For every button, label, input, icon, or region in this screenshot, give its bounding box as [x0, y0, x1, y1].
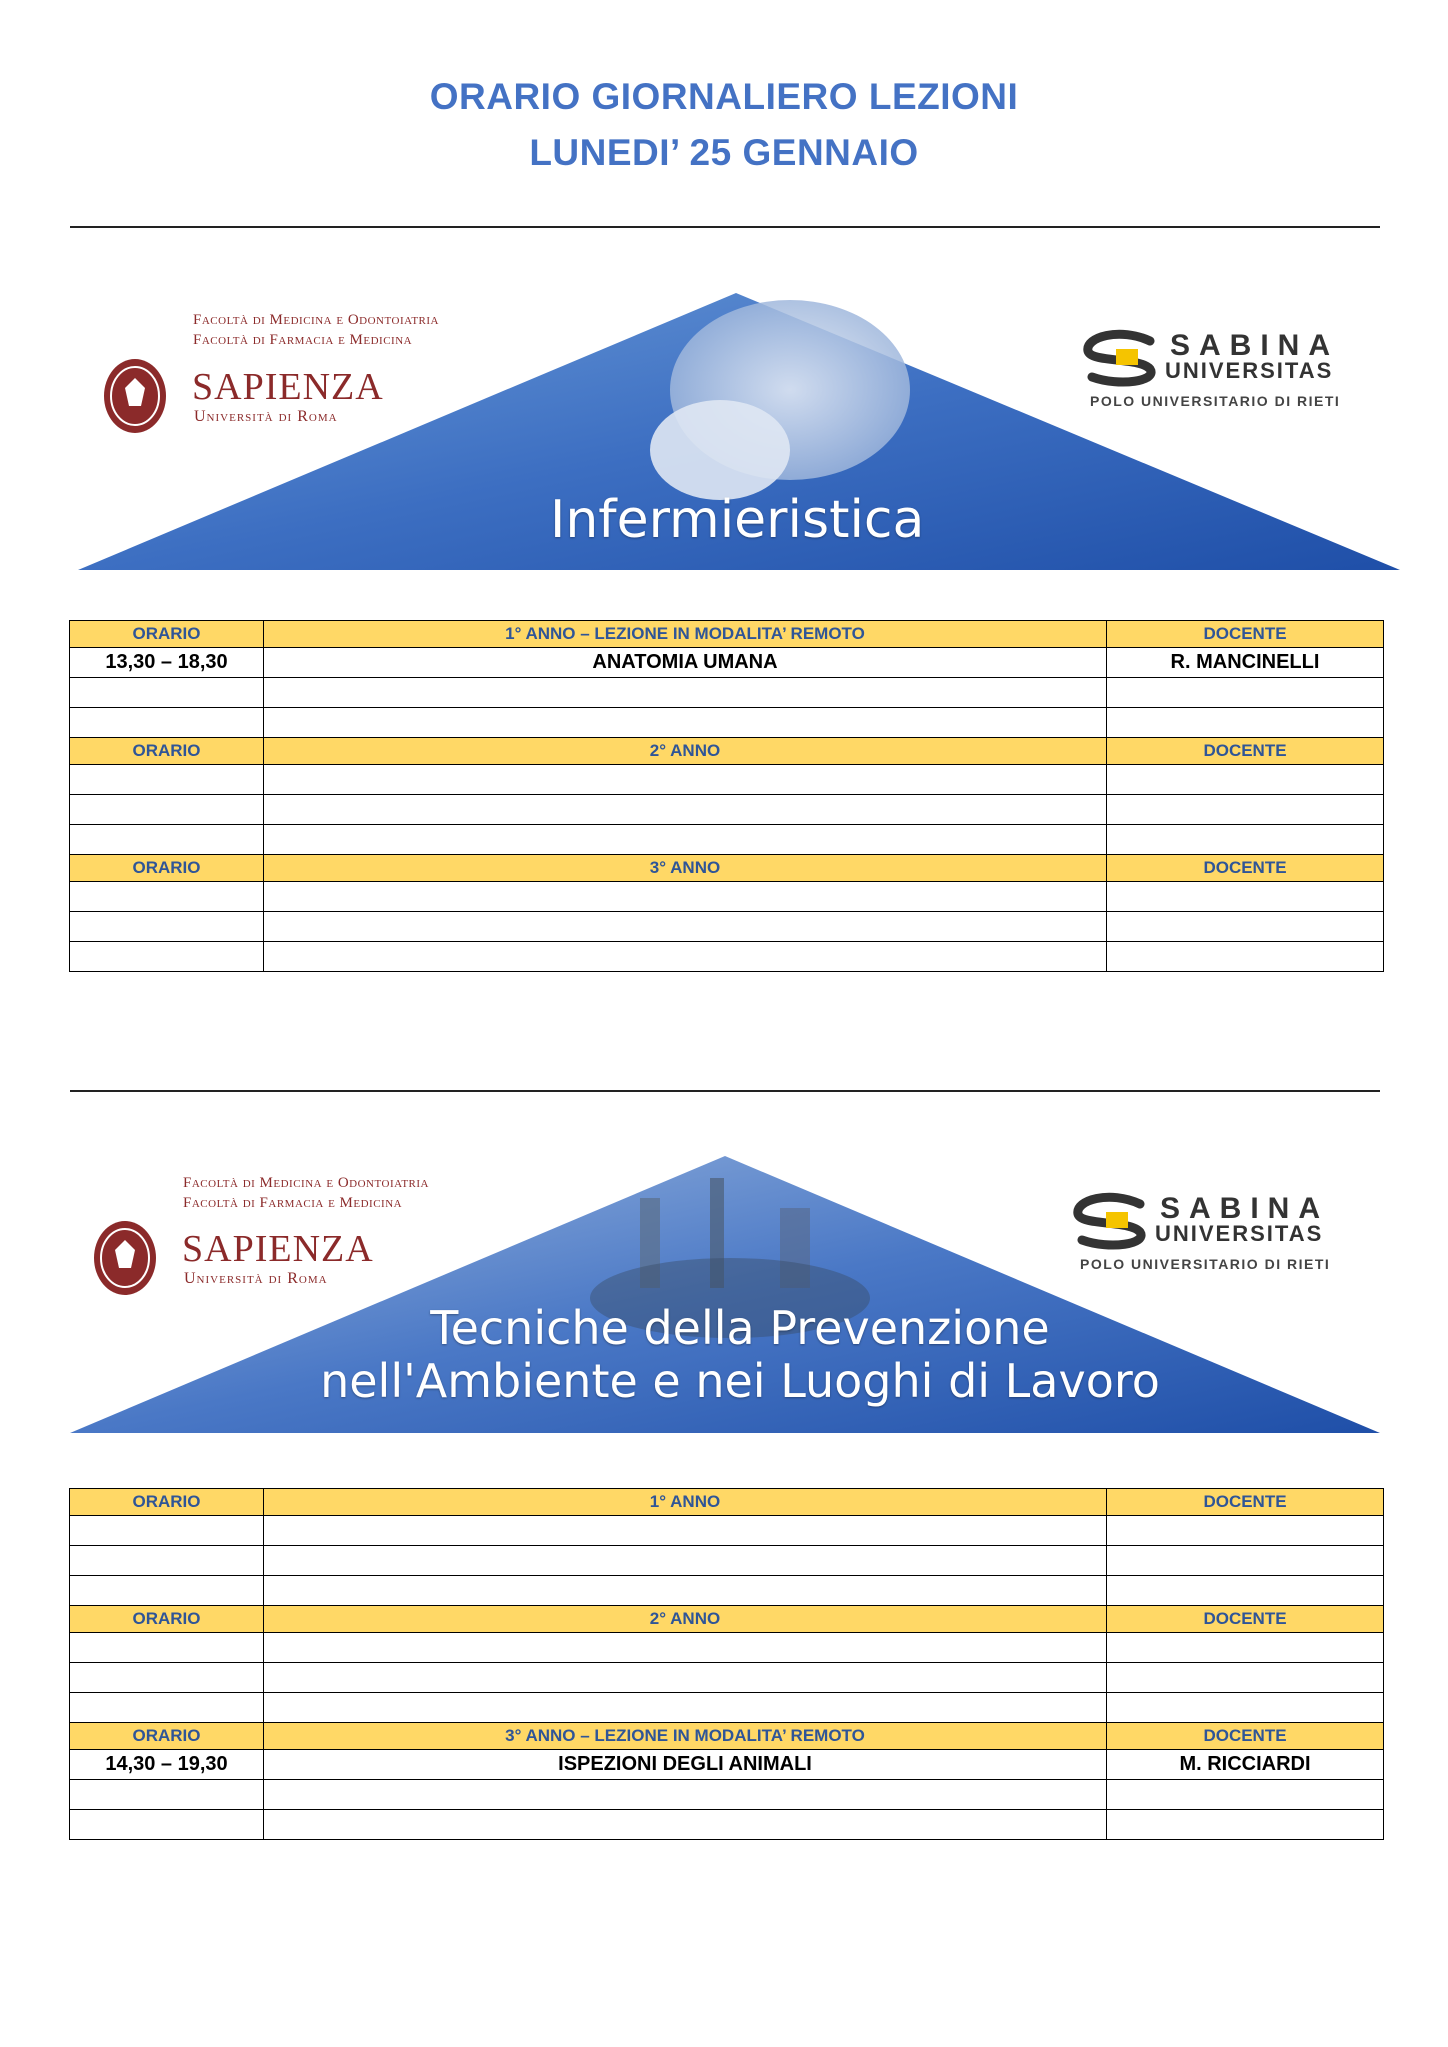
- cell-lezione: [264, 912, 1107, 942]
- header-anno: 2° ANNO: [264, 738, 1107, 765]
- middle-divider: [70, 1090, 1380, 1092]
- sapienza-name: SAPIENZA: [192, 366, 384, 408]
- sapienza-name-2: SAPIENZA: [182, 1228, 374, 1270]
- cell-docente: [1107, 1516, 1384, 1546]
- cell-lezione: [264, 1546, 1107, 1576]
- sapienza-subtitle: Università di Roma: [194, 408, 338, 425]
- cell-lezione: ANATOMIA UMANA: [264, 648, 1107, 678]
- cell-lezione: [264, 765, 1107, 795]
- cell-orario: [70, 942, 264, 972]
- cell-lezione: ISPEZIONI DEGLI ANIMALI: [264, 1750, 1107, 1780]
- table-row: [70, 1780, 1384, 1810]
- cell-lezione: [264, 678, 1107, 708]
- header-orario: ORARIO: [70, 855, 264, 882]
- sabina-name-2: UNIVERSITAS: [1165, 358, 1334, 383]
- cell-lezione: [264, 1780, 1107, 1810]
- cell-orario: [70, 1633, 264, 1663]
- cell-docente: M. RICCIARDI: [1107, 1750, 1384, 1780]
- cell-orario: [70, 765, 264, 795]
- cell-lezione: [264, 825, 1107, 855]
- table-row: [70, 1516, 1384, 1546]
- sapienza-seal-icon-2: [93, 1220, 157, 1296]
- cell-docente: [1107, 1576, 1384, 1606]
- banner2-course-line1: Tecniche della Prevenzione: [430, 1301, 1050, 1355]
- faculty-line1-b: Facoltà di Medicina e Odontoiatria: [183, 1175, 429, 1191]
- header-docente: DOCENTE: [1107, 1489, 1384, 1516]
- cell-lezione: [264, 1693, 1107, 1723]
- table-row: [70, 1750, 1384, 1780]
- table-row: [70, 1663, 1384, 1693]
- table-header-row: [70, 621, 1384, 648]
- cell-lezione: [264, 1633, 1107, 1663]
- top-divider: [70, 226, 1380, 228]
- cell-orario: [70, 678, 264, 708]
- sabina-name: SABINA: [1170, 329, 1340, 362]
- cell-docente: R. MANCINELLI: [1107, 648, 1384, 678]
- cell-lezione: [264, 1810, 1107, 1840]
- sabina-logo-icon: [1080, 327, 1170, 387]
- table-row: [70, 708, 1384, 738]
- cell-docente: [1107, 795, 1384, 825]
- sabina-subtitle-b: POLO UNIVERSITARIO DI RIETI: [1080, 1256, 1331, 1272]
- table-row: [70, 1633, 1384, 1663]
- header-orario: ORARIO: [70, 1606, 264, 1633]
- header-orario: ORARIO: [70, 621, 264, 648]
- cell-orario: [70, 882, 264, 912]
- header-anno: 3° ANNO: [264, 855, 1107, 882]
- header-orario: ORARIO: [70, 738, 264, 765]
- table-row: [70, 1546, 1384, 1576]
- banner2-course-line2: nell'Ambiente e nei Luoghi di Lavoro: [320, 1354, 1160, 1408]
- banner-infermieristica: [70, 285, 1400, 585]
- cell-docente: [1107, 1663, 1384, 1693]
- table-header-row: [70, 1606, 1384, 1633]
- cell-docente: [1107, 882, 1384, 912]
- cell-lezione: [264, 795, 1107, 825]
- cell-docente: [1107, 708, 1384, 738]
- cell-lezione: [264, 882, 1107, 912]
- faculty-line1: Facoltà di Medicina e Odontoiatria: [193, 312, 439, 328]
- cell-lezione: [264, 1576, 1107, 1606]
- cell-orario: [70, 1780, 264, 1810]
- banner1-course-title: Infermieristica: [550, 490, 925, 550]
- header-anno: 3° ANNO – LEZIONE IN MODALITA’ REMOTO: [264, 1723, 1107, 1750]
- cell-lezione: [264, 1516, 1107, 1546]
- table-header-row: [70, 738, 1384, 765]
- table-row: [70, 1810, 1384, 1840]
- cell-docente: [1107, 825, 1384, 855]
- table-row: [70, 1576, 1384, 1606]
- cell-orario: [70, 1546, 264, 1576]
- header-docente: DOCENTE: [1107, 738, 1384, 765]
- sabina-subtitle: POLO UNIVERSITARIO DI RIETI: [1090, 393, 1341, 409]
- cell-docente: [1107, 1780, 1384, 1810]
- cell-orario: 14,30 – 19,30: [70, 1750, 264, 1780]
- cell-orario: [70, 1810, 264, 1840]
- cell-docente: [1107, 765, 1384, 795]
- table-row: [70, 765, 1384, 795]
- sapienza-subtitle-2: Università di Roma: [184, 1270, 328, 1287]
- cell-docente: [1107, 678, 1384, 708]
- page-title-line2: LUNEDI’ 25 GENNAIO: [529, 132, 919, 173]
- banner-tecniche-prevenzione: [70, 1148, 1400, 1448]
- cell-docente: [1107, 1546, 1384, 1576]
- cell-orario: 13,30 – 18,30: [70, 648, 264, 678]
- cell-orario: [70, 1663, 264, 1693]
- header-docente: DOCENTE: [1107, 621, 1384, 648]
- page-title-line1: ORARIO GIORNALIERO LEZIONI: [429, 76, 1019, 117]
- header-docente: DOCENTE: [1107, 1723, 1384, 1750]
- table-header-row: [70, 1489, 1384, 1516]
- table-header-row: [70, 1723, 1384, 1750]
- faculty-line2-b: Facoltà di Farmacia e Medicina: [183, 1195, 403, 1211]
- cell-orario: [70, 825, 264, 855]
- header-anno: 1° ANNO – LEZIONE IN MODALITA’ REMOTO: [264, 621, 1107, 648]
- sabina-logo-icon-2: [1070, 1190, 1160, 1250]
- cell-orario: [70, 795, 264, 825]
- cell-docente: [1107, 942, 1384, 972]
- header-anno: 1° ANNO: [264, 1489, 1107, 1516]
- cell-orario: [70, 708, 264, 738]
- cell-orario: [70, 912, 264, 942]
- table-row: [70, 648, 1384, 678]
- cell-lezione: [264, 942, 1107, 972]
- cell-lezione: [264, 1663, 1107, 1693]
- table-header-row: [70, 855, 1384, 882]
- schedule-table-infermieristica: [69, 620, 1384, 972]
- cell-orario: [70, 1693, 264, 1723]
- table-row: [70, 825, 1384, 855]
- cell-orario: [70, 1516, 264, 1546]
- cell-docente: [1107, 1810, 1384, 1840]
- cell-docente: [1107, 1633, 1384, 1663]
- cell-docente: [1107, 1693, 1384, 1723]
- table-row: [70, 678, 1384, 708]
- header-anno: 2° ANNO: [264, 1606, 1107, 1633]
- cell-orario: [70, 1576, 264, 1606]
- header-docente: DOCENTE: [1107, 1606, 1384, 1633]
- schedule-table-tecniche-prevenzione: [69, 1488, 1384, 1840]
- sabina-name-2-b: UNIVERSITAS: [1155, 1221, 1324, 1246]
- cell-lezione: [264, 708, 1107, 738]
- header-docente: DOCENTE: [1107, 855, 1384, 882]
- sapienza-seal-icon: [103, 358, 167, 434]
- table-row: [70, 795, 1384, 825]
- cell-docente: [1107, 912, 1384, 942]
- table-row: [70, 882, 1384, 912]
- table-row: [70, 912, 1384, 942]
- table-row: [70, 942, 1384, 972]
- sabina-name-b: SABINA: [1160, 1192, 1330, 1225]
- header-orario: ORARIO: [70, 1723, 264, 1750]
- table-row: [70, 1693, 1384, 1723]
- faculty-line2: Facoltà di Farmacia e Medicina: [193, 332, 413, 348]
- header-orario: ORARIO: [70, 1489, 264, 1516]
